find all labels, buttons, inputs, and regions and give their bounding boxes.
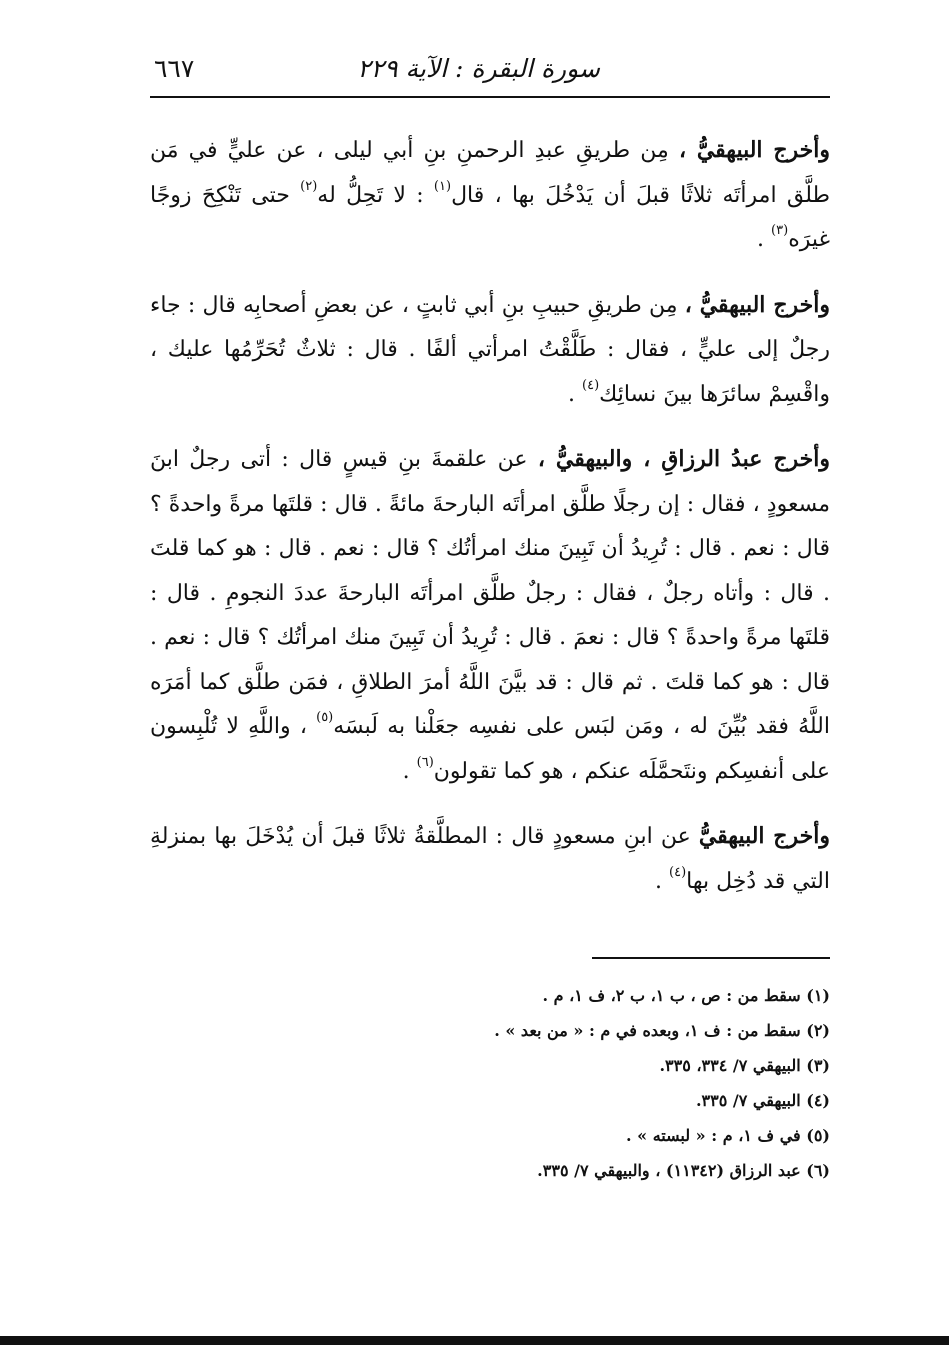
footnote-2: (٢) سقط من : ف ١، وبعده في م : « من بعد » .: [494, 1021, 830, 1040]
footnote-6: (٦) عبد الرزاق (١١٣٤٢) ، والبيهقي ٧/ ٣٣٥.: [537, 1161, 830, 1180]
text-span: عن علقمةَ بنِ قيسٍ قال : أتى رجلٌ ابنَ مسعودٍ ، فقال : إن رجلًا طلَّق امرأتَه البارحةَ مائةً . قال : قلتَها مرةً واحدةً ؟ قال : نعم . قال : تُرِيدُ أن تَبِينَ منك امرأتُك ؟ قال : نعم . قال : هو كما قلتَ . قال : وأتاه رجلٌ ، فقال : رجلٌ طلَّق امرأتَه البارحةَ عددَ النجومِ . قال : قلتَها مرةً واحدةً ؟ قال : نعمَ . قال : تُرِيدُ أن تَبِينَ منك امرأتُك ؟ قال : نعم . قال : هو كما قلتَ . ثم قال : قد بيَّنَ اللَّهُ أمرَ الطلاقِ ، فمَن طلَّق كما أمَرَه اللَّهُ فقد بُيِّنَ له ، ومَن لبَس على نفسِه جعَلْنا به لَبسَه: [150, 447, 830, 739]
paragraph-2: [150, 283, 830, 418]
text-span: .: [757, 227, 772, 252]
paragraph-lead: وأخرج البيهقيُّ ،: [678, 137, 831, 163]
footnote-4: (٤) البيهقي ٧/ ٣٣٥.: [695, 1091, 830, 1110]
footnote-ref: (٦): [416, 754, 434, 770]
footnote-ref: (٢): [300, 178, 318, 194]
paragraph-lead: وأخرج البيهقيُّ: [698, 823, 830, 849]
footnote-ref: (٤): [582, 377, 600, 393]
text-span: مِن طريقِ عبدِ الرحمنِ بنِ أبي ليلى ، عن عليٍّ في مَن طلَّق امرأتَه ثلاثًا قبلَ أن يَدْخُلَ بها ، قال: [150, 138, 831, 208]
paragraph-lead: وأخرج البيهقيُّ ،: [684, 291, 830, 318]
text-span: .: [402, 758, 417, 784]
footnote-5: (٥) في ف ١، م : « لبسته » .: [626, 1126, 830, 1145]
paragraph-4: [150, 814, 830, 904]
text-span: حتى تَنْكِحَ زوجًا غيرَه: [150, 182, 830, 252]
text-span: عن ابنِ مسعودٍ قال : المطلَّقةُ ثلاثًا قبلَ أن يُدْخَلَ بها بمنزلةِ التي قد دُخِل بها: [150, 824, 830, 894]
text-span: .: [655, 868, 669, 894]
footnote-3: (٣) البيهقي ٧/ ٣٣٤، ٣٣٥.: [659, 1056, 830, 1075]
footnote-1: (١) سقط من : ص ، ب ١، ب ٢، ف ١، م .: [542, 986, 830, 1005]
text-span: ، واللَّهِ لا تُلْبِسون على أنفسِكم ونتَحمَّلَه عنكم ، هو كما تقولون: [150, 714, 830, 784]
page-header: [150, 50, 830, 90]
header-divider: [150, 96, 830, 98]
running-title: سورة البقرة : الآية ٢٢٩: [357, 54, 600, 83]
footnote-ref: (١): [433, 178, 452, 194]
page-number: ٦٦٧: [154, 54, 195, 83]
scan-edge-bar: [0, 1336, 949, 1345]
footnote-ref: (٥): [316, 710, 334, 725]
text-span: : لا تَحِلُّ له: [317, 182, 434, 208]
text-span: مِن طريقِ حبيبِ بنِ أبي ثابتٍ ، عن بعضِ أصحابِه قال : جاء رجلٌ إلى عليٍّ ، فقال : طَلَّقْتُ امرأتي ألفًا . قال : ثلاثٌ تُحَرِّمُها عليك ، واقْسِمْ سائرَها بينَ نسائِك: [150, 292, 830, 407]
main-text: [150, 128, 830, 904]
paragraph-3: [150, 437, 830, 794]
footnotes: [150, 978, 830, 1188]
text-span: .: [568, 381, 583, 407]
paragraph-1: [150, 128, 830, 263]
footnote-ref: (٤): [669, 864, 687, 880]
footnote-divider: [592, 957, 830, 959]
footnote-ref: (٣): [771, 223, 789, 238]
paragraph-lead: وأخرج عبدُ الرزاقِ ، والبيهقيُّ ،: [537, 446, 830, 472]
